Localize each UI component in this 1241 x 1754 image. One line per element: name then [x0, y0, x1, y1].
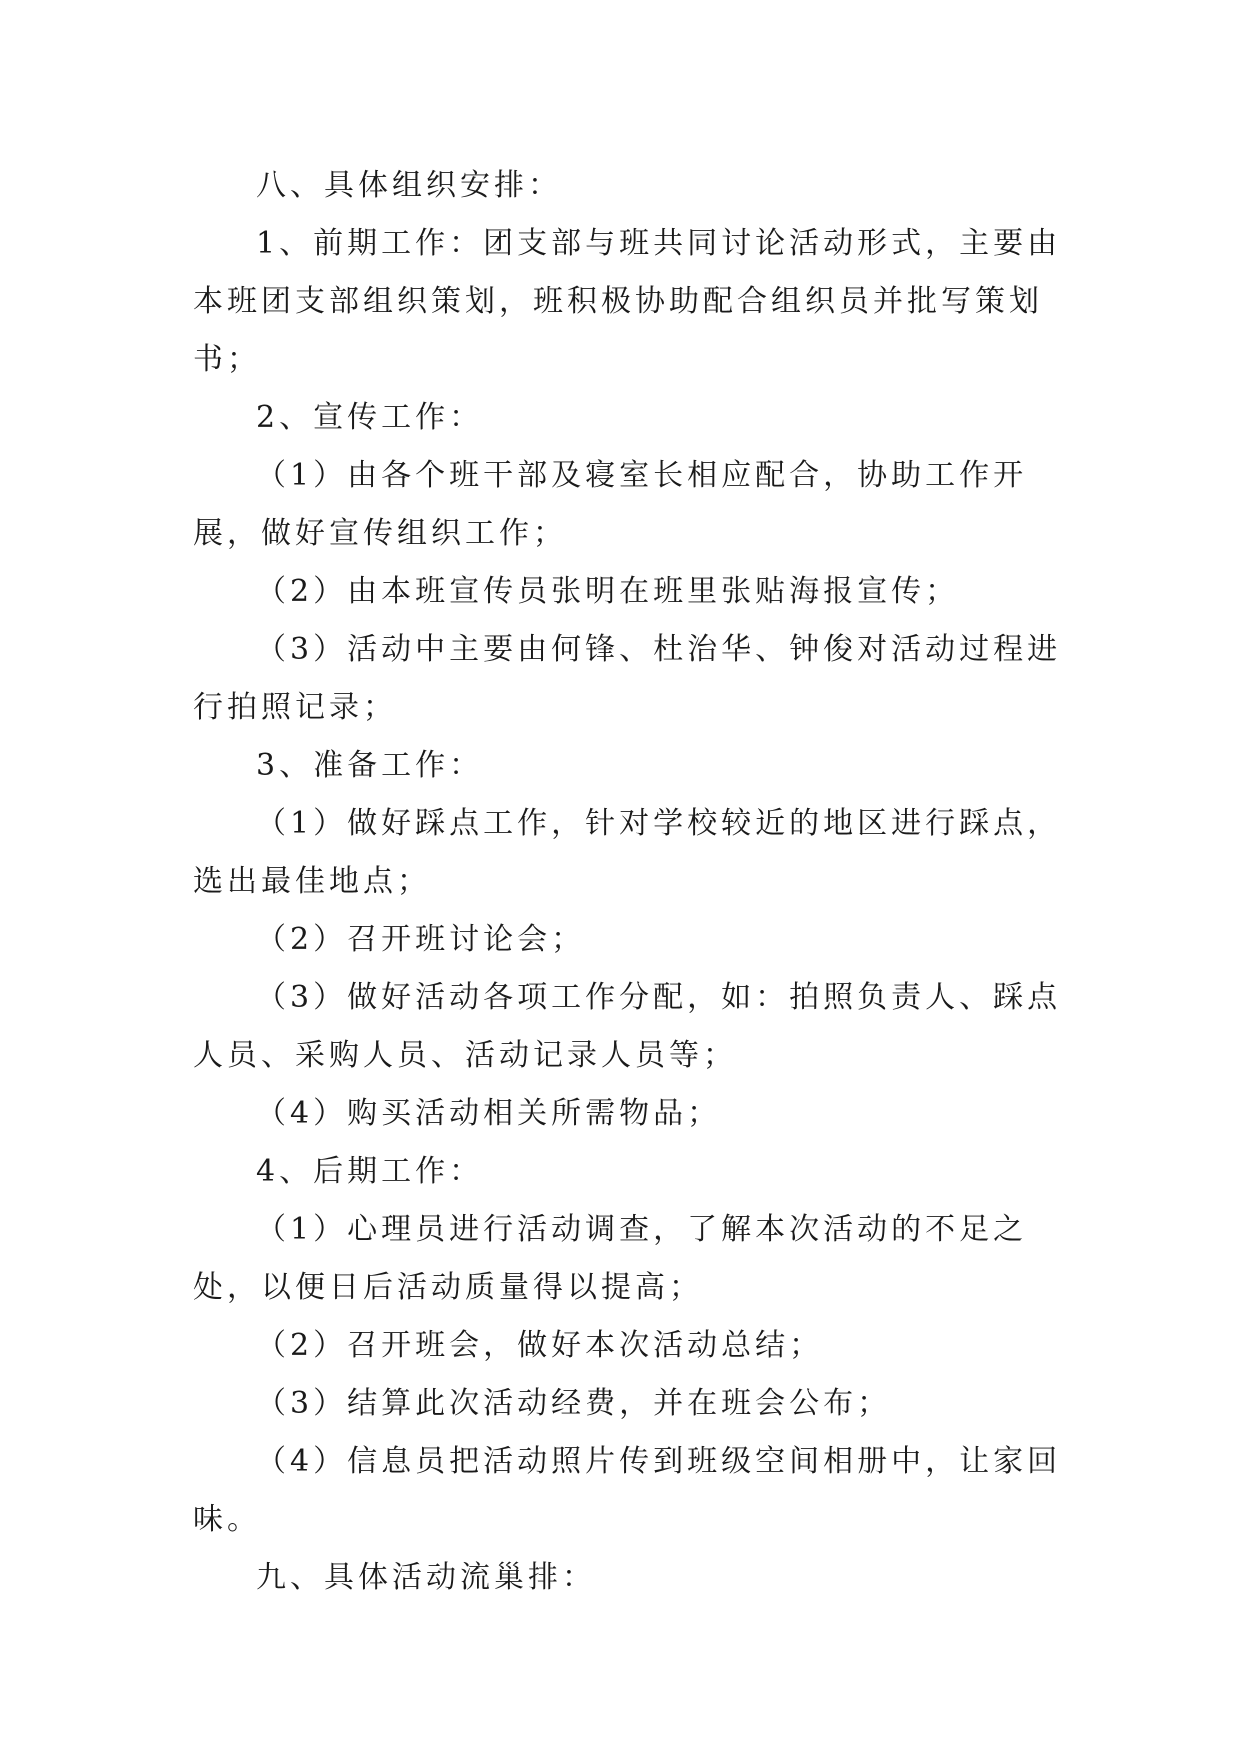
list-item: （4）购买活动相关所需物品；	[256, 1096, 722, 1131]
list-item: （3）活动中主要由何锋、杜治华、钟俊对活动过程进行拍照记录；	[193, 632, 1062, 725]
section-heading-8: 八、具体组织安排：	[256, 168, 562, 203]
document-body	[193, 157, 1063, 1607]
list-item: （1）由各个班干部及寝室长相应配合，协助工作开展，做好宣传组织工作；	[193, 458, 1028, 551]
list-item: （2）召开班会，做好本次活动总结；	[256, 1328, 824, 1363]
subheading-preparation: 3、准备工作：	[256, 748, 484, 783]
list-item: （3）做好活动各项工作分配，如：拍照负责人、踩点人员、采购人员、活动记录人员等；	[193, 980, 1062, 1073]
paragraph-early-work: 1、前期工作：团支部与班共同讨论活动形式，主要由本班团支部组织策划，班积极协助配合组织员并批写策划书；	[193, 226, 1062, 377]
subheading-later-work: 4、后期工作：	[256, 1154, 484, 1189]
section-heading-9: 九、具体活动流巢排：	[256, 1560, 596, 1595]
list-item: （1）心理员进行活动调查，了解本次活动的不足之处，以便日后活动质量得以提高；	[193, 1212, 1028, 1305]
list-item: （3）结算此次活动经费，并在班会公布；	[256, 1386, 892, 1421]
list-item: （2）召开班讨论会；	[256, 922, 586, 957]
list-item: （4）信息员把活动照片传到班级空间相册中，让家回味。	[193, 1444, 1062, 1537]
subheading-publicity: 2、宣传工作：	[256, 400, 484, 435]
list-item: （2）由本班宣传员张明在班里张贴海报宣传；	[256, 574, 960, 609]
list-item: （1）做好踩点工作，针对学校较近的地区进行踩点，选出最佳地点；	[193, 806, 1062, 899]
